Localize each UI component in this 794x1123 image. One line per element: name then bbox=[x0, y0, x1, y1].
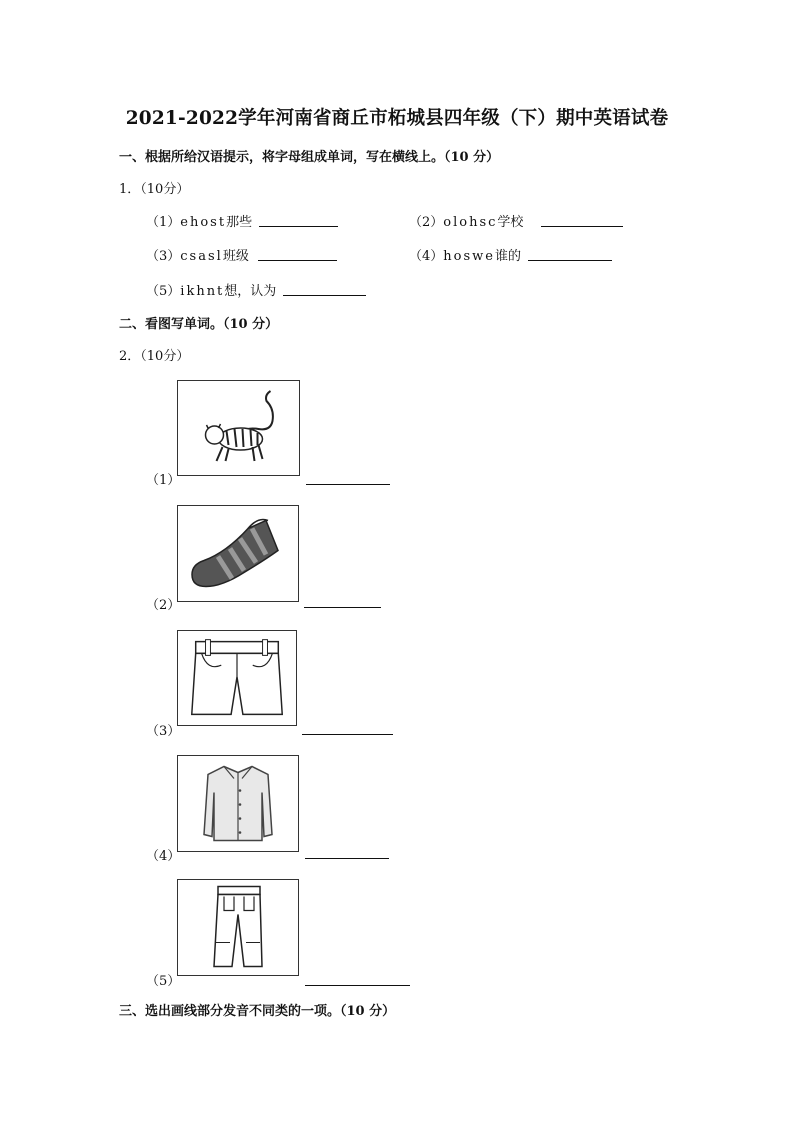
section-2-heading: 二、看图写单词。（10 分） bbox=[119, 317, 279, 332]
answer-blank-picture-2[interactable] bbox=[304, 607, 381, 608]
word-item-3 bbox=[146, 245, 249, 264]
word-item-2 bbox=[409, 211, 523, 230]
picture-label-4: （4） bbox=[146, 849, 181, 864]
section-1-heading: 一、根据所给汉语提示，将字母组成单词，写在横线上。（10 分） bbox=[119, 150, 500, 165]
shirt-icon bbox=[177, 755, 299, 852]
scrambled-letters: hoswe bbox=[443, 249, 495, 264]
scrambled-letters: ikhnt bbox=[180, 284, 225, 299]
scrambled-letters: olohsc bbox=[443, 215, 498, 230]
page-title: 2021-2022学年河南省商丘市柘城县四年级（下）期中英语试卷 bbox=[125, 108, 669, 129]
section-3-heading: 三、选出画线部分发音不同类的一项。（10 分） bbox=[119, 1004, 396, 1019]
question-1-number: 1．（10分） bbox=[119, 182, 190, 197]
answer-blank-1[interactable] bbox=[259, 226, 338, 227]
picture-label-2: （2） bbox=[146, 598, 181, 613]
word-item-5 bbox=[146, 280, 276, 299]
item-number: （1） bbox=[146, 215, 181, 230]
picture-label-1: （1） bbox=[146, 473, 181, 488]
question-2-number: 2．（10分） bbox=[119, 349, 190, 364]
tiger-icon bbox=[177, 380, 300, 476]
picture-label-5: （5） bbox=[146, 974, 181, 989]
scrambled-letters: csasl bbox=[180, 249, 223, 264]
picture-label-3: （3） bbox=[146, 724, 181, 739]
sock-icon bbox=[177, 505, 299, 602]
item-number: （3） bbox=[146, 249, 181, 264]
answer-blank-4[interactable] bbox=[528, 260, 612, 261]
item-number: （4） bbox=[409, 249, 444, 264]
word-item-4 bbox=[409, 245, 521, 264]
chinese-hint: 谁的 bbox=[494, 249, 521, 264]
answer-blank-3[interactable] bbox=[258, 260, 337, 261]
chinese-hint: 学校 bbox=[497, 215, 524, 230]
answer-blank-picture-4[interactable] bbox=[305, 858, 389, 859]
answer-blank-picture-1[interactable] bbox=[306, 484, 390, 485]
answer-blank-picture-5[interactable] bbox=[305, 985, 410, 986]
pants-icon bbox=[177, 879, 299, 976]
chinese-hint: 班级 bbox=[222, 249, 249, 264]
item-number: （2） bbox=[409, 215, 444, 230]
item-number: （5） bbox=[146, 284, 181, 299]
word-item-1 bbox=[146, 211, 252, 230]
scrambled-letters: ehost bbox=[180, 215, 227, 230]
shorts-icon bbox=[177, 630, 297, 726]
chinese-hint: 想，认为 bbox=[224, 284, 277, 299]
chinese-hint: 那些 bbox=[226, 215, 253, 230]
answer-blank-5[interactable] bbox=[283, 295, 366, 296]
answer-blank-2[interactable] bbox=[541, 226, 623, 227]
answer-blank-picture-3[interactable] bbox=[302, 734, 393, 735]
